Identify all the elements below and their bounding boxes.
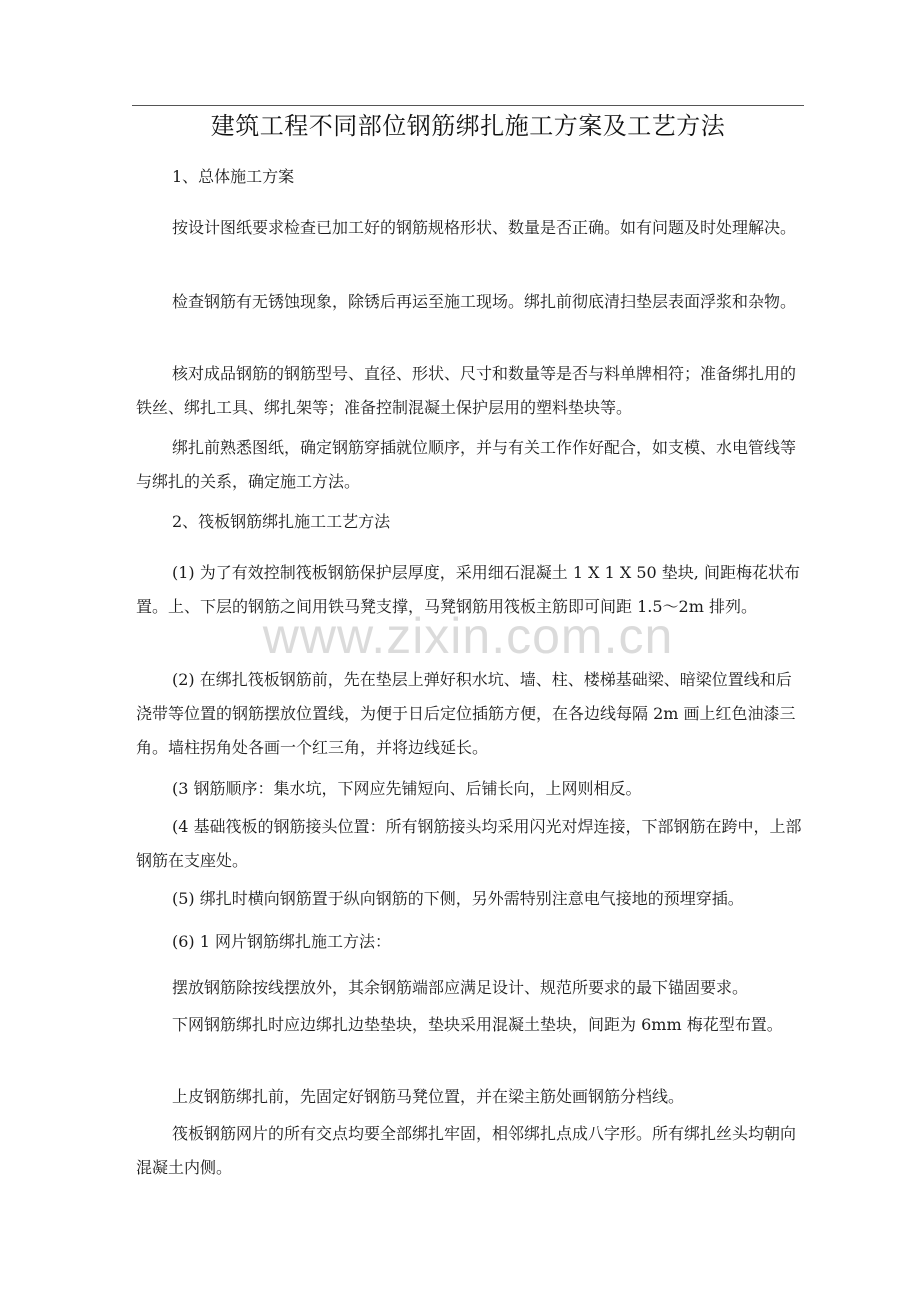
body-paragraph: (4 基础筏板的钢筋接头位置：所有钢筋接头均采用闪光对焊连接，下部钢筋在跨中，上部钢筋在支座处。 bbox=[136, 817, 802, 870]
body-paragraph: 核对成品钢筋的钢筋型号、直径、形状、尺寸和数量等是否与料单牌相符；准备绑扎用的铁丝、绑扎工具、绑扎架等；准备控制混凝土保护层用的塑料垫块等。 bbox=[136, 364, 797, 417]
body-paragraph: (6) 1 网片钢筋绑扎施工方法： bbox=[172, 932, 392, 951]
body-paragraph: 绑扎前熟悉图纸，确定钢筋穿插就位顺序，并与有关工作作好配合，如支模、水电管线等与绑扎的关系，确定施工方法。 bbox=[136, 438, 797, 491]
section-heading-1: 1、总体施工方案 bbox=[172, 167, 295, 186]
header-rule bbox=[132, 105, 804, 106]
document-title: 建筑工程不同部位钢筋绑扎施工方案及工艺方法 bbox=[210, 112, 726, 140]
body-paragraph: (1) 为了有效控制筏板钢筋保护层厚度，采用细石混凝土 1 X 1 X 50 垫块, 间距梅花状布置。上、下层的钢筋之间用铁马凳支撑，马凳钢筋用筏板主筋即可间距 1.5～2m 排列。 bbox=[136, 563, 800, 616]
watermark: www.zixin.com.cn bbox=[262, 608, 674, 664]
body-paragraph: 上皮钢筋绑扎前，先固定好钢筋马凳位置，并在梁主筋处画钢筋分档线。 bbox=[172, 1087, 685, 1106]
body-paragraph: 按设计图纸要求检查已加工好的钢筋规格形状、数量是否正确。如有问题及时处理解决。 bbox=[172, 218, 797, 237]
body-paragraph: 筏板钢筋网片的所有交点均要全部绑扎牢固，相邻绑扎点成八字形。所有绑扎丝头均朝向混凝土内侧。 bbox=[136, 1124, 797, 1177]
body-paragraph: 检查钢筋有无锈蚀现象，除锈后再运至施工现场。绑扎前彻底清扫垫层表面浮浆和杂物。 bbox=[172, 292, 797, 311]
section-heading-2: 2、筏板钢筋绑扎施工工艺方法 bbox=[172, 512, 391, 531]
body-paragraph: (5) 绑扎时横向钢筋置于纵向钢筋的下侧，另外需特别注意电气接地的预埋穿插。 bbox=[172, 889, 744, 908]
body-paragraph: (3 钢筋顺序：集水坑，下网应先铺短向、后铺长向，上网则相反。 bbox=[172, 779, 642, 798]
body-paragraph: 摆放钢筋除按线摆放外，其余钢筋端部应满足设计、规范所要求的最下锚固要求。 bbox=[172, 978, 749, 997]
body-paragraph: 下网钢筋绑扎时应边绑扎边垫垫块，垫块采用混凝土垫块，间距为 6mm 梅花型布置。 bbox=[172, 1015, 783, 1034]
body-paragraph: (2) 在绑扎筏板钢筋前，先在垫层上弹好积水坑、墙、柱、楼梯基础梁、暗梁位置线和后浇带等位置的钢筋摆放位置线，为便于日后定位插筋方便，在各边线每隔 2m 画上红色油漆三角。墙柱拐角处各画一个红三角，并将边线延长。 bbox=[136, 670, 796, 757]
